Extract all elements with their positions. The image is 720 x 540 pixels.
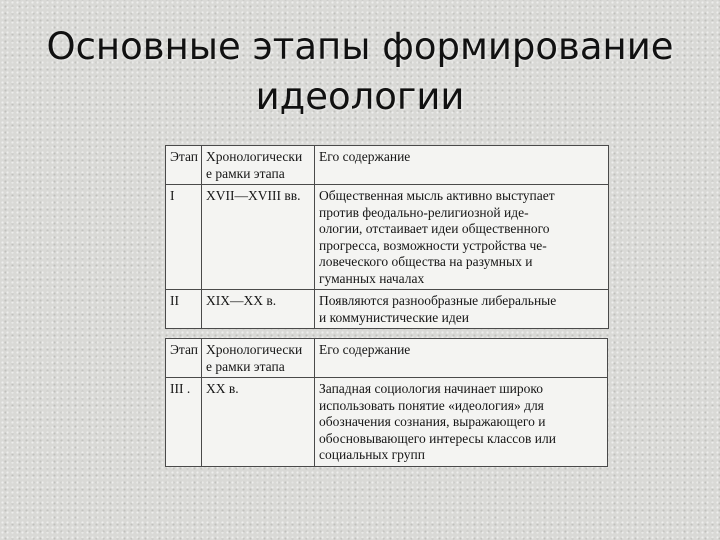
header-chronology-line-1: Хронологически bbox=[206, 342, 303, 357]
content-cell bbox=[315, 378, 608, 467]
slide-title-line-2: идеологии bbox=[255, 75, 465, 118]
content-cell bbox=[315, 290, 609, 329]
table-header-row bbox=[166, 339, 608, 378]
header-chronology-line-1: Хронологически bbox=[206, 149, 303, 164]
header-content: Его содержание bbox=[315, 339, 608, 378]
slide-title bbox=[0, 22, 720, 122]
content-line: гуманных началах bbox=[319, 270, 425, 286]
table-row bbox=[166, 290, 609, 329]
period-cell: XVII—XVIII вв. bbox=[202, 185, 315, 290]
content-line: обосновывающего интересы классов или bbox=[319, 430, 556, 446]
table-row bbox=[166, 378, 608, 467]
content-line: Общественная мысль активно выступает bbox=[319, 188, 555, 203]
slide-title-line-1: Основные этапы формирование bbox=[46, 25, 674, 68]
header-chronology bbox=[202, 146, 315, 185]
period-cell: XIX—XX в. bbox=[202, 290, 315, 329]
stage-cell: III . bbox=[166, 378, 202, 467]
header-stage: Этап bbox=[166, 146, 202, 185]
header-chronology-line-2: е рамки этапа bbox=[206, 358, 285, 374]
content-line: обозначения сознания, выражающего и bbox=[319, 414, 546, 429]
stage-cell: II bbox=[166, 290, 202, 329]
stage-cell: I bbox=[166, 185, 202, 290]
content-line: и коммунистические идеи bbox=[319, 309, 469, 325]
content-cell bbox=[315, 185, 609, 290]
table-row bbox=[166, 185, 609, 290]
content-line: Западная социология начинает широко bbox=[319, 381, 543, 396]
content-line: использовать понятие «идеология» для bbox=[319, 397, 544, 413]
content-line: ловеческого общества на разумных и bbox=[319, 254, 533, 269]
stages-table-1 bbox=[165, 145, 609, 329]
table-header-row bbox=[166, 146, 609, 185]
period-cell: XX в. bbox=[202, 378, 315, 467]
header-chronology bbox=[202, 339, 315, 378]
content-line: Появляются разнообразные либеральные bbox=[319, 293, 557, 308]
content-line: социальных групп bbox=[319, 447, 425, 462]
header-content: Его содержание bbox=[315, 146, 609, 185]
header-chronology-line-2: е рамки этапа bbox=[206, 165, 285, 181]
stages-table-2 bbox=[165, 338, 608, 467]
content-line: ологии, отстаивает идеи общественного bbox=[319, 221, 550, 236]
header-stage: Этап bbox=[166, 339, 202, 378]
content-line: против феодально-религиозной иде- bbox=[319, 204, 529, 220]
content-line: прогресса, возможности устройства че- bbox=[319, 237, 547, 253]
